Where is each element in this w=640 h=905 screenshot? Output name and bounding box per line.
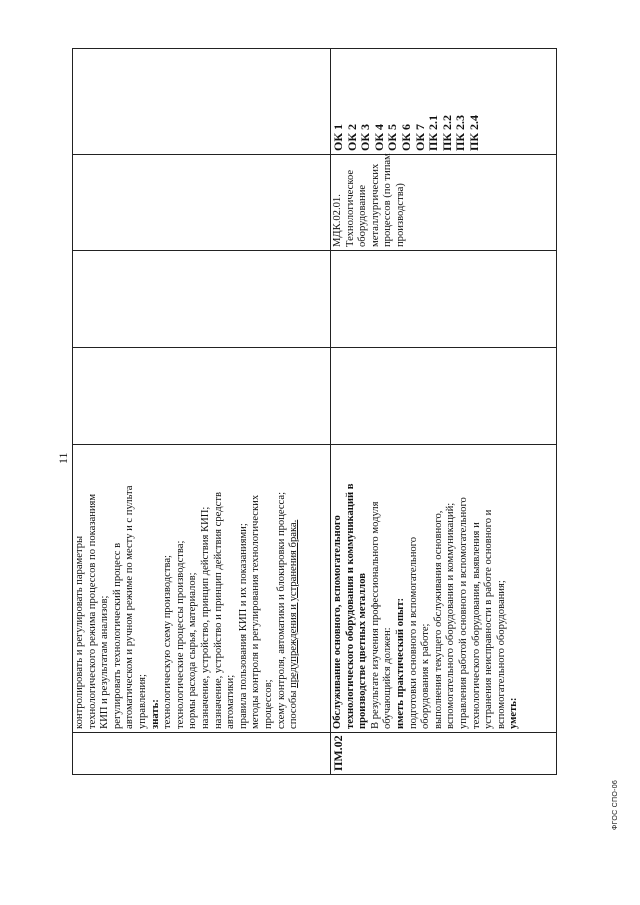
mdk-cell (331, 155, 557, 251)
competence-code: ОК 6 (398, 123, 413, 151)
text-line: выполнения текущего обслуживания основного, (432, 510, 444, 729)
text-line: подготовки основного и вспомогательного (407, 536, 419, 729)
column-a-cell (331, 348, 557, 445)
competence-code: ОК 7 (412, 123, 427, 151)
text-line: технологическую схему производства; (162, 555, 174, 729)
practice-label: иметь практический опыт: (394, 597, 406, 729)
column-b-cell (331, 251, 557, 348)
text-line: нормы расхода сырья, материалов; (187, 572, 199, 729)
text-line: назначение, устройство и принцип действия средств (212, 492, 224, 729)
competence-code: ПК 2.4 (466, 114, 481, 151)
text-line: технологического оборудования, выявления и (470, 522, 482, 729)
last-line (288, 448, 301, 729)
competence-code: ОК 3 (358, 123, 373, 151)
practice-lines (408, 448, 509, 729)
column-b-cell (73, 251, 331, 348)
module-title (332, 448, 370, 729)
text-line: схему контроля, автоматики и блокировки процесса; (275, 491, 287, 729)
skills-lines (74, 448, 150, 729)
text-line: назначение, устройство, принцип действия КИП; (199, 506, 211, 729)
text-line: контролировать и регулировать параметры (74, 535, 85, 729)
last-line-underlined: предупреждения и устранения брака. (288, 519, 300, 688)
competence-cell (331, 49, 557, 155)
title-line: Обслуживание основного, вспомогательного (332, 515, 343, 729)
text-line: правила пользования КИП и их показаниями; (237, 523, 249, 729)
text-line: автоматическом и ручном режиме по месту и с пульта (124, 485, 136, 729)
competence-code: ОК 4 (371, 123, 386, 151)
mdk-line: производства) (394, 183, 406, 247)
competence-code: ОК 2 (344, 123, 359, 151)
competence-code: ПК 2.1 (426, 114, 441, 151)
know-label: знать: (149, 699, 161, 729)
competence-code: ПК 2.2 (439, 114, 454, 151)
mdk-line: МДК.02.01. (332, 194, 343, 247)
competence-code: ОК 5 (385, 123, 400, 151)
text-line: регулировать технологический процесс в (111, 542, 123, 729)
text-line: В результате изучения профессионального модуля (369, 501, 381, 729)
last-line-prefix: способы (288, 687, 300, 729)
mdk-cell-empty (73, 155, 331, 251)
competence-code: ПК 2.3 (453, 114, 468, 151)
table-row-pm02 (331, 49, 557, 775)
description-cell (73, 445, 331, 733)
text-line: технологические процессы производства; (174, 540, 186, 729)
text-line: вспомогательного оборудования и коммуникаций; (445, 502, 457, 729)
mdk-line: металлургических (369, 163, 381, 247)
mdk-lines (332, 153, 408, 247)
skills-label: уметь: (508, 697, 520, 729)
text-line: автоматики; (225, 674, 237, 729)
text-line: технологического режима процессов по показаниям (86, 493, 98, 729)
text-line: обучающийся должен: (382, 627, 394, 729)
module-description-cell (331, 445, 557, 733)
competence-cell-empty (73, 49, 331, 155)
text-line: методы контроля и регулирования технологических (250, 494, 262, 729)
text-line: КИП и результатам анализов; (99, 595, 111, 729)
text-line: управления; (136, 674, 148, 729)
module-code-cell (331, 733, 557, 775)
text-line: оборудования к работе; (420, 623, 432, 729)
knowledge-lines (162, 448, 288, 729)
competence-list (332, 52, 482, 151)
module-intro (370, 448, 395, 729)
competence-code: ОК 1 (331, 123, 345, 151)
text-line: управления работой основного и вспомогательного (457, 497, 469, 729)
code-cell-empty (73, 733, 331, 775)
footer-label: ФГОС СПО-06 (612, 779, 619, 830)
module-code: ПМ.02 (331, 735, 345, 771)
curriculum-table (72, 48, 557, 775)
title-line: производстве цветных металлов (357, 573, 369, 729)
text-line: процессов; (262, 679, 274, 729)
page-number: 11 (56, 452, 70, 464)
mdk-line: оборудование (357, 184, 369, 247)
table-row-continuation (73, 49, 331, 775)
mdk-line: процессов (по типам (382, 153, 394, 247)
title-line: технологического оборудования и коммуникаций в (344, 483, 356, 729)
text-line: вспомогательного оборудования; (495, 580, 507, 729)
text-line: устранения неисправности в работе основного и (483, 509, 495, 729)
column-a-cell (73, 348, 331, 445)
mdk-line: Технологическое (344, 169, 356, 247)
